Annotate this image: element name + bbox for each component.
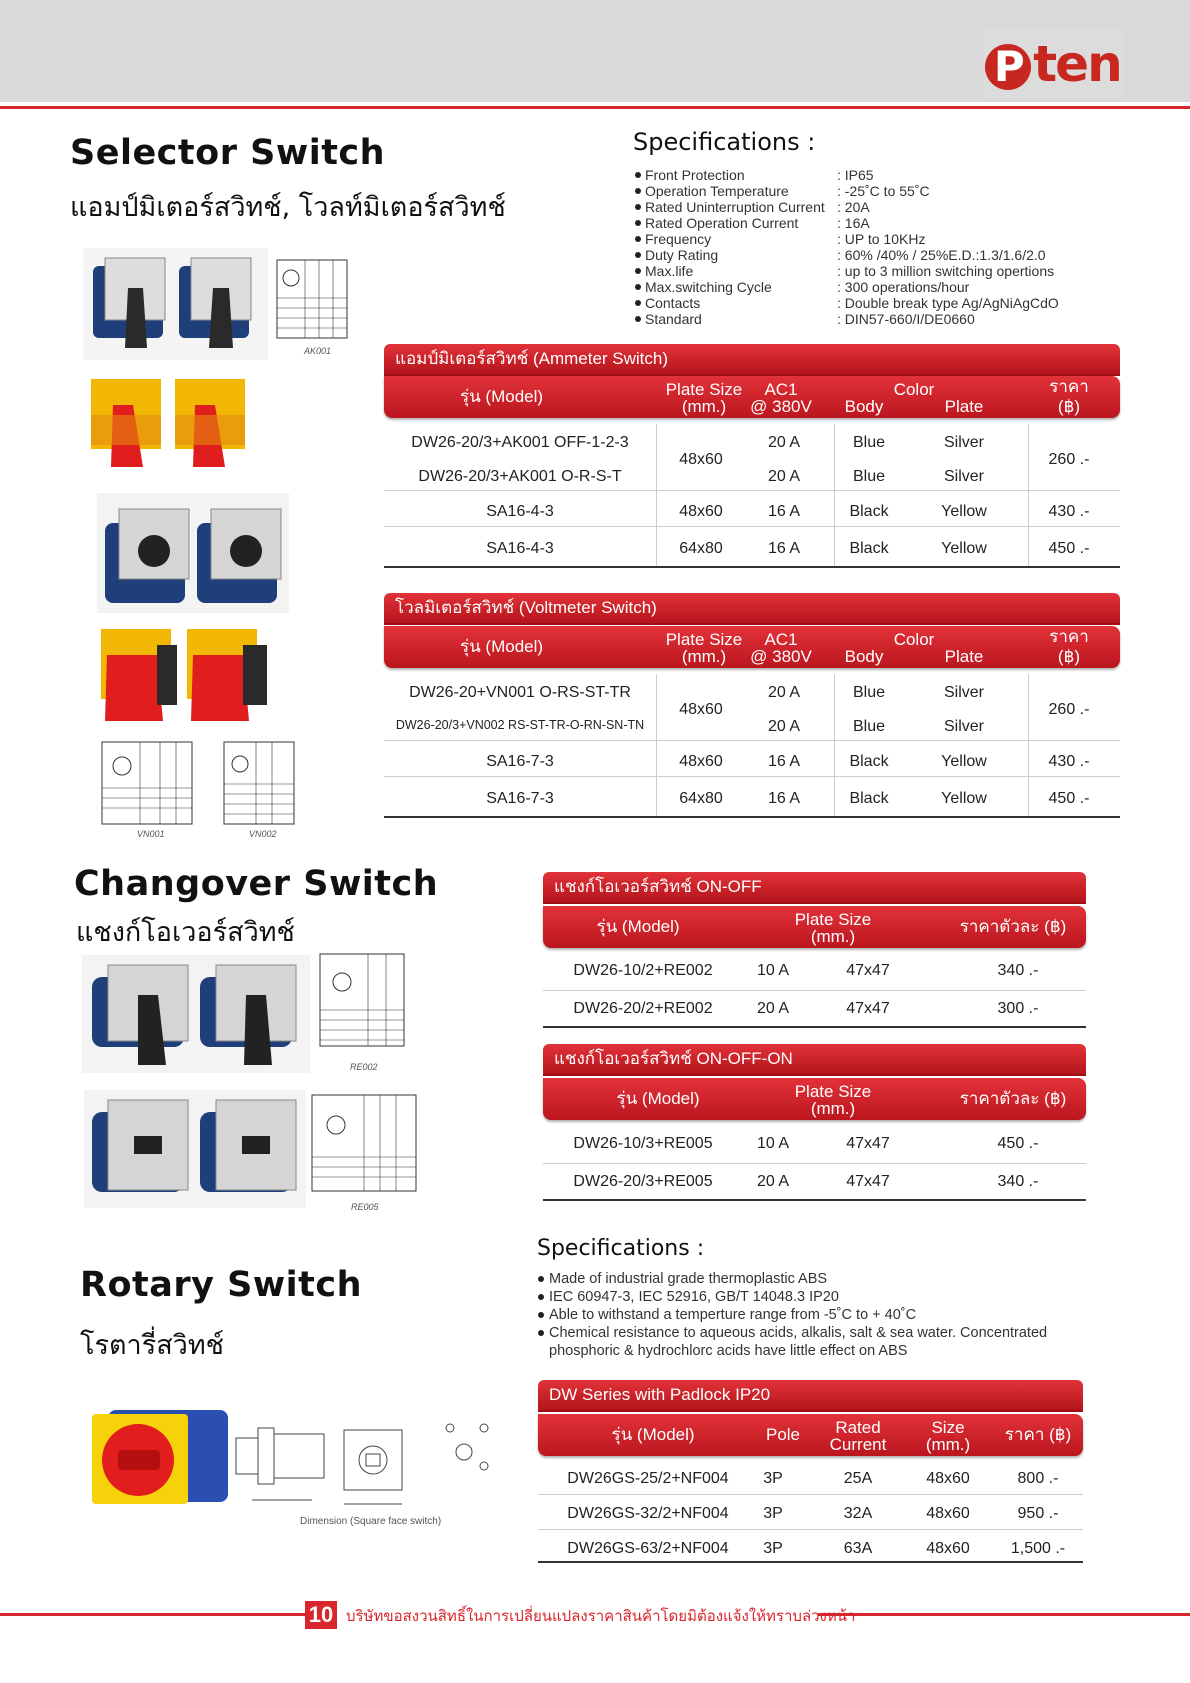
table-bottom-rule bbox=[543, 1026, 1086, 1028]
changeover-onoff-header bbox=[543, 906, 1086, 948]
spec-row bbox=[633, 215, 1059, 231]
table-row-divider bbox=[543, 990, 1086, 991]
spec-value: : IP65 bbox=[837, 167, 874, 183]
col-plate-size: Plate Size bbox=[665, 630, 743, 649]
body-color-cell: Blue bbox=[852, 434, 886, 451]
model-cell: SA16-7-3 bbox=[486, 790, 554, 807]
spec-row bbox=[633, 247, 1059, 263]
vn001-wiring-diagram bbox=[100, 740, 195, 826]
ac1-cell: 16 A bbox=[767, 503, 801, 520]
price-cell: 300 .- bbox=[997, 1000, 1039, 1017]
spec-value: : Double break type Ag/AgNiAgCdO bbox=[837, 295, 1059, 311]
col-price: ราคา (฿) bbox=[1004, 1425, 1072, 1444]
page-number: 10 bbox=[305, 1601, 337, 1629]
changeover-onoff-photo bbox=[82, 955, 310, 1073]
dimension-caption: Dimension (Square face switch) bbox=[300, 1516, 442, 1527]
table-bottom-rule bbox=[538, 1561, 1083, 1563]
price-cell: 450 .- bbox=[1048, 540, 1090, 557]
spec-bullet: IEC 60947-3, IEC 52916, GB/T 14048.3 IP20 bbox=[537, 1288, 1097, 1306]
column-divider bbox=[656, 674, 657, 816]
col-plate-unit: (mm.) bbox=[810, 1099, 856, 1118]
rotary-title: Rotary Switch bbox=[80, 1265, 363, 1305]
selector-subtitle: แอมป์มิเตอร์สวิทช์, โวลท์มิเตอร์สวิทช์ bbox=[70, 192, 506, 223]
spec-bullet: phosphoric & hydrochlorc acids have little effect on ABS bbox=[549, 1343, 908, 1359]
rotary-table-header bbox=[538, 1414, 1083, 1456]
changeover-title: Changover Switch bbox=[74, 864, 439, 904]
price-merged-cell: 260 .- bbox=[1048, 701, 1090, 718]
body-color-cell: Blue bbox=[852, 468, 886, 485]
column-divider bbox=[1028, 674, 1029, 816]
changeover-onoffon-header bbox=[543, 1078, 1086, 1120]
size-cell: 48x60 bbox=[926, 1540, 970, 1557]
model-cell: SA16-4-3 bbox=[486, 503, 554, 520]
vn001-caption: VN001 bbox=[137, 829, 165, 839]
price-cell: 950 .- bbox=[1017, 1505, 1059, 1522]
ac1-cell: 20 A bbox=[767, 468, 801, 485]
spec-value: : up to 3 million switching opertions bbox=[837, 263, 1055, 279]
changeover-onoffon-photo bbox=[84, 1090, 306, 1208]
ac1-cell: 16 A bbox=[767, 753, 801, 770]
col-price: ราคาตัวละ (฿) bbox=[959, 917, 1067, 936]
spec-row bbox=[633, 311, 1059, 327]
spec-row bbox=[633, 231, 1059, 247]
plate-size-cell: 47x47 bbox=[846, 1135, 890, 1152]
model-cell: DW26GS-25/2+NF004 bbox=[567, 1470, 729, 1487]
rotary-spec-list bbox=[537, 1270, 1097, 1360]
spec-row bbox=[633, 295, 1059, 311]
specs-list bbox=[633, 167, 1059, 327]
col-color: Color bbox=[893, 630, 935, 649]
table-row-divider bbox=[384, 740, 1120, 741]
current-cell: 10 A bbox=[756, 962, 790, 979]
plate-color-cell: Silver bbox=[943, 684, 984, 701]
spec-label: Front Protection bbox=[633, 167, 837, 183]
col-plate-unit: (mm.) bbox=[681, 647, 727, 666]
col-plate-unit: (mm.) bbox=[681, 397, 727, 416]
column-divider bbox=[1028, 424, 1029, 566]
re002-caption: RE002 bbox=[350, 1062, 378, 1072]
rotary-dimension-drawing bbox=[232, 1404, 502, 1522]
model-cell: DW26GS-32/2+NF004 bbox=[567, 1505, 729, 1522]
price-cell: 430 .- bbox=[1048, 503, 1090, 520]
table-row-divider bbox=[384, 490, 1120, 491]
rated-current-cell: 25A bbox=[843, 1470, 873, 1487]
current-cell: 20 A bbox=[756, 1173, 790, 1190]
changeover-onoffon-table bbox=[543, 1125, 1086, 1201]
col-plate-size: Plate Size bbox=[794, 910, 872, 929]
model-cell: DW26GS-63/2+NF004 bbox=[567, 1540, 729, 1557]
price-cell: 340 .- bbox=[997, 962, 1039, 979]
spec-row bbox=[633, 199, 1059, 215]
table-row-divider bbox=[384, 526, 1120, 527]
table-row-divider bbox=[384, 776, 1120, 777]
price-cell: 800 .- bbox=[1017, 1470, 1059, 1487]
table-row-divider bbox=[543, 1163, 1086, 1164]
body-color-cell: Black bbox=[849, 503, 889, 520]
spec-bullet: Able to withstand a temperture range from -5˚C to + 40˚C bbox=[537, 1306, 1097, 1324]
specs-title: Specifications : bbox=[633, 128, 816, 156]
col-plate-unit: (mm.) bbox=[810, 927, 856, 946]
model-cell: DW26-20/3+RE005 bbox=[573, 1173, 713, 1190]
plate-color-cell: Yellow bbox=[941, 753, 987, 770]
spec-value: : 60% /40% / 25%E.D.:1.3/1.6/2.0 bbox=[837, 247, 1046, 263]
header-rule bbox=[0, 106, 1190, 109]
col-model: รุ่น (Model) bbox=[459, 637, 544, 656]
model-cell: DW26-10/3+RE005 bbox=[573, 1135, 713, 1152]
col-ac1-unit: @ 380V bbox=[750, 647, 812, 666]
col-pole: Pole bbox=[765, 1425, 801, 1444]
col-ac1-unit: @ 380V bbox=[750, 397, 812, 416]
col-rated-current: Current bbox=[829, 1435, 887, 1454]
spec-label: Standard bbox=[633, 311, 837, 327]
plate-color-cell: Yellow bbox=[941, 790, 987, 807]
col-model: รุ่น (Model) bbox=[616, 1089, 700, 1108]
ak001-caption: AK001 bbox=[304, 346, 332, 356]
ac1-cell: 16 A bbox=[767, 540, 801, 557]
plate-size-merged-cell: 48x60 bbox=[679, 451, 723, 468]
rotary-switch-photo bbox=[88, 1400, 236, 1510]
plate-size-cell: 47x47 bbox=[846, 962, 890, 979]
col-body: Body bbox=[844, 647, 884, 666]
plate-color-cell: Silver bbox=[943, 468, 984, 485]
col-model: รุ่น (Model) bbox=[459, 387, 544, 406]
current-cell: 20 A bbox=[756, 1000, 790, 1017]
spec-value: : 20A bbox=[837, 199, 870, 215]
spec-value: : -25˚C to 55˚C bbox=[837, 183, 930, 199]
ammeter-table-title: แอมป์มิเตอร์สวิทช์ (Ammeter Switch) bbox=[384, 344, 1120, 374]
col-price: ราคา bbox=[1049, 627, 1089, 646]
spec-label: Max.switching Cycle bbox=[633, 279, 837, 295]
col-model: รุ่น (Model) bbox=[596, 917, 680, 936]
plate-color-cell: Yellow bbox=[941, 503, 987, 520]
plate-size-cell: 47x47 bbox=[846, 1000, 890, 1017]
model-cell: DW26-20/3+VN002 RS-ST-TR-O-RN-SN-TN bbox=[395, 718, 645, 732]
body-color-cell: Blue bbox=[852, 718, 886, 735]
spec-value: : UP to 10KHz bbox=[837, 231, 926, 247]
voltmeter-table-title: โวลมิเตอร์สวิทช์ (Voltmeter Switch) bbox=[384, 593, 1120, 623]
model-cell: SA16-7-3 bbox=[486, 753, 554, 770]
rotary-spec-title: Specifications : bbox=[537, 1236, 705, 1261]
spec-label: Duty Rating bbox=[633, 247, 837, 263]
spec-row bbox=[633, 263, 1059, 279]
col-price-unit: (฿) bbox=[1057, 647, 1081, 666]
current-cell: 10 A bbox=[756, 1135, 790, 1152]
vn002-wiring-diagram bbox=[222, 740, 297, 826]
rotary-table bbox=[538, 1460, 1083, 1563]
col-size-unit: (mm.) bbox=[925, 1435, 971, 1454]
ac1-cell: 20 A bbox=[767, 718, 801, 735]
model-cell: DW26-20/2+RE002 bbox=[573, 1000, 713, 1017]
rated-current-cell: 63A bbox=[843, 1540, 873, 1557]
col-model: รุ่น (Model) bbox=[611, 1425, 695, 1444]
spec-row bbox=[633, 279, 1059, 295]
model-cell: SA16-4-3 bbox=[486, 540, 554, 557]
col-plate-size: Plate Size bbox=[665, 380, 743, 399]
ak001-wiring-diagram bbox=[275, 258, 350, 342]
plate-color-cell: Silver bbox=[943, 718, 984, 735]
selector-title: Selector Switch bbox=[70, 133, 386, 173]
ammeter-switch-photo bbox=[83, 248, 268, 360]
spec-bullet: Chemical resistance to aqueous acids, alkalis, salt & sea water. Concentrated bbox=[537, 1324, 1097, 1342]
footer-note: บริษัทขอสงวนสิทธิ์ในการเปลี่ยนแปลงราคาสินค้าโดยมิต้องแจ้งให้ทราบล่วงหน้า bbox=[346, 1608, 856, 1625]
re005-caption: RE005 bbox=[351, 1202, 379, 1212]
spec-value: : 16A bbox=[837, 215, 870, 231]
pole-cell: 3P bbox=[763, 1540, 783, 1557]
vn002-caption: VN002 bbox=[249, 829, 277, 839]
col-plate-size: Plate Size bbox=[794, 1082, 872, 1101]
col-ac1: AC1 bbox=[764, 630, 798, 649]
price-cell: 450 .- bbox=[1048, 790, 1090, 807]
price-cell: 430 .- bbox=[1048, 753, 1090, 770]
pole-cell: 3P bbox=[763, 1505, 783, 1522]
body-color-cell: Black bbox=[849, 540, 889, 557]
voltmeter-switch-photo bbox=[97, 493, 289, 613]
footer-rule-left bbox=[0, 1613, 305, 1616]
col-plate: Plate bbox=[944, 397, 984, 416]
price-cell: 1,500 .- bbox=[1010, 1540, 1066, 1557]
ac1-cell: 20 A bbox=[767, 434, 801, 451]
size-cell: 48x60 bbox=[926, 1470, 970, 1487]
plate-size-merged-cell: 48x60 bbox=[679, 701, 723, 718]
changeover-onoff-table bbox=[543, 952, 1086, 1028]
changeover-subtitle: แชงก์โอเวอร์สวิทช์ bbox=[76, 917, 295, 948]
body-color-cell: Black bbox=[849, 753, 889, 770]
price-cell: 340 .- bbox=[997, 1173, 1039, 1190]
plate-color-cell: Silver bbox=[943, 434, 984, 451]
model-cell: DW26-20+VN001 O-RS-ST-TR bbox=[409, 684, 631, 701]
col-ac1: AC1 bbox=[764, 380, 798, 399]
table-bottom-rule bbox=[384, 816, 1120, 818]
spec-row bbox=[633, 167, 1059, 183]
plate-color-cell: Yellow bbox=[941, 540, 987, 557]
spec-label: Rated Uninterruption Current bbox=[633, 199, 837, 215]
brand-logo: P ten bbox=[983, 30, 1123, 98]
rotary-table-title: DW Series with Padlock IP20 bbox=[538, 1380, 1083, 1410]
rated-current-cell: 32A bbox=[843, 1505, 873, 1522]
table-row-divider bbox=[538, 1529, 1083, 1530]
re002-wiring-diagram bbox=[318, 952, 406, 1048]
voltmeter-yellow-photo bbox=[97, 625, 277, 725]
spec-label: Contacts bbox=[633, 295, 837, 311]
spec-label: Rated Operation Current bbox=[633, 215, 837, 231]
ammeter-table-header bbox=[384, 376, 1120, 418]
footer-rule-right bbox=[818, 1613, 1190, 1616]
column-divider bbox=[656, 424, 657, 566]
price-merged-cell: 260 .- bbox=[1048, 451, 1090, 468]
table-row-divider bbox=[538, 1494, 1083, 1495]
size-cell: 48x60 bbox=[926, 1505, 970, 1522]
ac1-cell: 16 A bbox=[767, 790, 801, 807]
model-cell: DW26-20/3+AK001 O-R-S-T bbox=[418, 468, 622, 485]
re005-wiring-diagram bbox=[310, 1093, 418, 1193]
plate-size-cell: 48x60 bbox=[679, 753, 723, 770]
plate-size-cell: 48x60 bbox=[679, 503, 723, 520]
spec-value: : 300 operations/hour bbox=[837, 279, 970, 295]
body-color-cell: Blue bbox=[852, 684, 886, 701]
ammeter-table bbox=[384, 424, 1120, 568]
spec-label: Max.life bbox=[633, 263, 837, 279]
spec-label: Operation Temperature bbox=[633, 183, 837, 199]
col-price: ราคา bbox=[1049, 377, 1089, 396]
plate-size-cell: 64x80 bbox=[679, 540, 723, 557]
col-price-unit: (฿) bbox=[1057, 397, 1081, 416]
voltmeter-table-header bbox=[384, 626, 1120, 668]
pole-cell: 3P bbox=[763, 1470, 783, 1487]
column-divider bbox=[834, 674, 835, 816]
column-divider bbox=[834, 424, 835, 566]
ammeter-yellow-photo bbox=[83, 375, 258, 473]
plate-size-cell: 47x47 bbox=[846, 1173, 890, 1190]
changeover-onoffon-title: แชงก์โอเวอร์สวิทช์ ON-OFF-ON bbox=[543, 1044, 1086, 1074]
spec-row bbox=[633, 183, 1059, 199]
voltmeter-table bbox=[384, 674, 1120, 818]
col-price: ราคาตัวละ (฿) bbox=[959, 1089, 1067, 1108]
ac1-cell: 20 A bbox=[767, 684, 801, 701]
model-cell: DW26-20/3+AK001 OFF-1-2-3 bbox=[411, 434, 629, 451]
col-size: Size bbox=[931, 1418, 965, 1437]
spec-bullet: Made of industrial grade thermoplastic ABS bbox=[537, 1270, 1097, 1288]
plate-size-cell: 64x80 bbox=[679, 790, 723, 807]
col-plate: Plate bbox=[944, 647, 984, 666]
rotary-subtitle: โรตารี่สวิทช์ bbox=[80, 1330, 224, 1361]
col-color: Color bbox=[893, 380, 935, 399]
spec-label: Frequency bbox=[633, 231, 837, 247]
table-bottom-rule bbox=[384, 566, 1120, 568]
col-body: Body bbox=[844, 397, 884, 416]
model-cell: DW26-10/2+RE002 bbox=[573, 962, 713, 979]
body-color-cell: Black bbox=[849, 790, 889, 807]
col-rated: Rated bbox=[835, 1418, 881, 1437]
changeover-onoff-title: แชงก์โอเวอร์สวิทช์ ON-OFF bbox=[543, 872, 1086, 902]
table-bottom-rule bbox=[543, 1199, 1086, 1201]
spec-value: : DIN57-660/I/DE0660 bbox=[837, 311, 975, 327]
price-cell: 450 .- bbox=[997, 1135, 1039, 1152]
